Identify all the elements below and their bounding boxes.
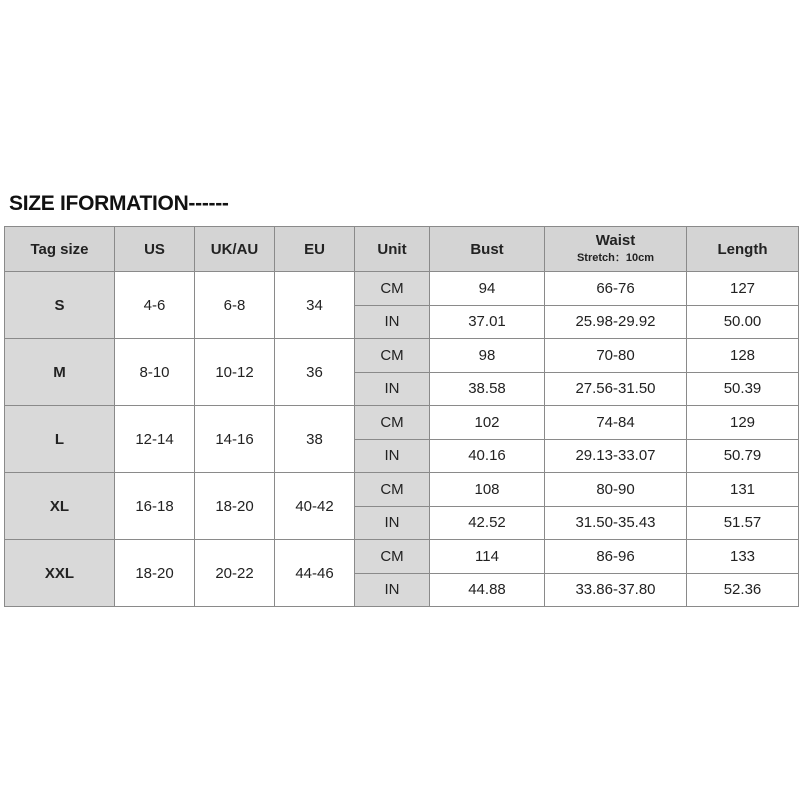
length-cell: 50.79 (687, 439, 799, 473)
header-row (5, 227, 799, 272)
us-size-cell: 8-10 (115, 339, 195, 406)
table-row (5, 406, 799, 440)
us-size-cell: 4-6 (115, 272, 195, 339)
header-eu: EU (275, 227, 355, 272)
length-cell: 129 (687, 406, 799, 440)
length-cell: 51.57 (687, 506, 799, 540)
waist-cell: 29.13-33.07 (545, 439, 687, 473)
length-cell: 133 (687, 540, 799, 574)
eu-size-cell: 40-42 (275, 473, 355, 540)
uk-au-size-cell: 20-22 (195, 540, 275, 607)
header-uk-au: UK/AU (195, 227, 275, 272)
header-tag-size: Tag size (5, 227, 115, 272)
unit-cell: CM (355, 272, 430, 306)
waist-cell: 33.86-37.80 (545, 573, 687, 607)
length-cell: 128 (687, 339, 799, 373)
page-title: SIZE IFORMATION------ (9, 192, 229, 215)
header-waist (545, 227, 687, 272)
unit-cell: IN (355, 372, 430, 406)
bust-cell: 42.52 (430, 506, 545, 540)
size-chart-table (4, 226, 799, 607)
us-size-cell: 16-18 (115, 473, 195, 540)
bust-cell: 114 (430, 540, 545, 574)
length-cell: 52.36 (687, 573, 799, 607)
tag-size-cell: M (5, 339, 115, 406)
length-cell: 131 (687, 473, 799, 507)
unit-cell: IN (355, 506, 430, 540)
waist-cell: 66-76 (545, 272, 687, 306)
bust-cell: 108 (430, 473, 545, 507)
unit-cell: IN (355, 305, 430, 339)
unit-cell: CM (355, 406, 430, 440)
waist-cell: 70-80 (545, 339, 687, 373)
bust-cell: 38.58 (430, 372, 545, 406)
bust-cell: 40.16 (430, 439, 545, 473)
length-cell: 50.39 (687, 372, 799, 406)
bust-cell: 37.01 (430, 305, 545, 339)
uk-au-size-cell: 18-20 (195, 473, 275, 540)
bust-cell: 98 (430, 339, 545, 373)
waist-cell: 25.98-29.92 (545, 305, 687, 339)
unit-cell: CM (355, 339, 430, 373)
eu-size-cell: 36 (275, 339, 355, 406)
unit-cell: IN (355, 439, 430, 473)
uk-au-size-cell: 14-16 (195, 406, 275, 473)
tag-size-cell: S (5, 272, 115, 339)
waist-cell: 31.50-35.43 (545, 506, 687, 540)
unit-cell: CM (355, 540, 430, 574)
waist-cell: 27.56-31.50 (545, 372, 687, 406)
eu-size-cell: 44-46 (275, 540, 355, 607)
eu-size-cell: 34 (275, 272, 355, 339)
waist-cell: 80-90 (545, 473, 687, 507)
unit-cell: IN (355, 573, 430, 607)
us-size-cell: 18-20 (115, 540, 195, 607)
us-size-cell: 12-14 (115, 406, 195, 473)
table-row (5, 473, 799, 507)
table-row (5, 339, 799, 373)
tag-size-cell: L (5, 406, 115, 473)
bust-cell: 102 (430, 406, 545, 440)
uk-au-size-cell: 6-8 (195, 272, 275, 339)
header-us: US (115, 227, 195, 272)
bust-cell: 44.88 (430, 573, 545, 607)
tag-size-cell: XXL (5, 540, 115, 607)
header-length: Length (687, 227, 799, 272)
table-row (5, 272, 799, 306)
eu-size-cell: 38 (275, 406, 355, 473)
header-waist-note: Stretch：10cm (576, 252, 655, 264)
length-cell: 50.00 (687, 305, 799, 339)
header-waist-label: Waist (595, 232, 636, 249)
bust-cell: 94 (430, 272, 545, 306)
waist-cell: 74-84 (545, 406, 687, 440)
unit-cell: CM (355, 473, 430, 507)
tag-size-cell: XL (5, 473, 115, 540)
table-row (5, 540, 799, 574)
uk-au-size-cell: 10-12 (195, 339, 275, 406)
header-unit: Unit (355, 227, 430, 272)
length-cell: 127 (687, 272, 799, 306)
header-bust: Bust (430, 227, 545, 272)
waist-cell: 86-96 (545, 540, 687, 574)
